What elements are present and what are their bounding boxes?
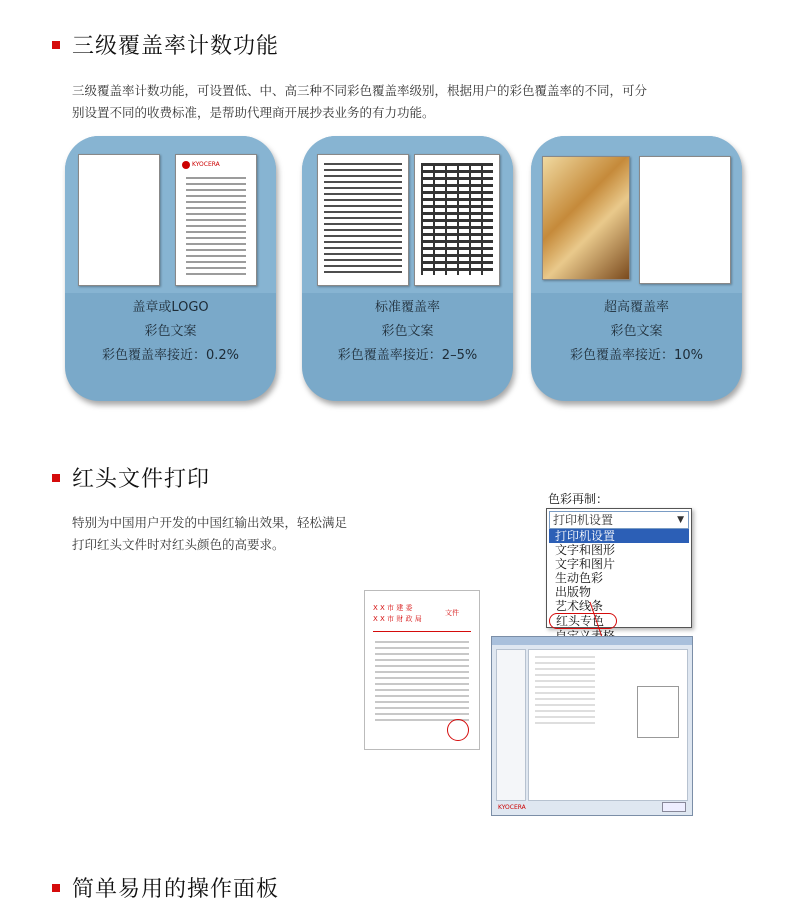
coverage-card-standard: 标准覆盖率 彩色文案 彩色覆盖率接近：2–5% bbox=[302, 136, 513, 401]
chevron-down-icon: ▼ bbox=[677, 515, 684, 525]
logo-icon bbox=[182, 161, 190, 169]
menu-item-text-photos[interactable]: 文字和图片 bbox=[555, 557, 616, 571]
dialog-sidebar bbox=[496, 649, 526, 801]
red-square-icon bbox=[52, 884, 60, 892]
sample-page-logo: KYOCERA bbox=[175, 154, 257, 286]
sample-page-noise bbox=[78, 154, 160, 286]
dialog-dropdown-list bbox=[637, 686, 679, 738]
menu-item-text-graphics[interactable]: 文字和图形 bbox=[555, 543, 616, 557]
dialog-titlebar bbox=[492, 637, 692, 645]
menu-item-redhead-spot[interactable]: 红头专色 bbox=[549, 613, 617, 629]
redhead-document-sample: X X 市 建 委 X X 市 财 政 局 文件 bbox=[364, 590, 480, 750]
dialog-main bbox=[528, 649, 688, 801]
sample-page-text bbox=[317, 154, 409, 286]
section-title-coverage: 三级覆盖率计数功能 bbox=[52, 29, 279, 60]
print-dialog-screenshot: KYOCERA bbox=[491, 636, 693, 816]
red-rule bbox=[373, 631, 471, 632]
menu-item-printer-settings[interactable]: 打印机设置 bbox=[549, 529, 689, 543]
seal-stamp-icon bbox=[447, 719, 469, 741]
menu-item-publication[interactable]: 出版物 bbox=[555, 585, 592, 599]
red-square-icon bbox=[52, 474, 60, 482]
menu-item-vivid[interactable]: 生动色彩 bbox=[555, 571, 604, 585]
dialog-ok-button[interactable] bbox=[662, 802, 686, 812]
color-mode-select[interactable]: 打印机设置 ▼ bbox=[549, 511, 689, 529]
red-square-icon bbox=[52, 41, 60, 49]
section-title-panel: 简单易用的操作面板 bbox=[52, 872, 279, 903]
coverage-card-high: 超高覆盖率 彩色文案 彩色覆盖率接近：10% bbox=[531, 136, 742, 401]
menu-item-line-art[interactable]: 艺术线条 bbox=[555, 599, 604, 613]
redhead-description: 特别为中国用户开发的中国红输出效果，轻松满足 打印红头文件时对红头颜色的高要求。 bbox=[72, 515, 348, 552]
coverage-card-low: KYOCERA 盖章或LOGO 彩色文案 彩色覆盖率接近：0.2% bbox=[65, 136, 276, 401]
sample-page-form bbox=[414, 154, 500, 286]
section-title-redhead: 红头文件打印 bbox=[52, 462, 210, 493]
sample-page-dark bbox=[639, 156, 731, 284]
color-label: 色彩再制： bbox=[548, 492, 609, 506]
sample-page-photo bbox=[542, 156, 630, 280]
coverage-description: 三级覆盖率计数功能，可设置低、中、高三种不同彩色覆盖率级别，根据用户的彩色覆盖率的不同，可分 别设置不同的收费标准，是帮助代理商开展抄表业务的有力功能。 bbox=[72, 83, 648, 120]
